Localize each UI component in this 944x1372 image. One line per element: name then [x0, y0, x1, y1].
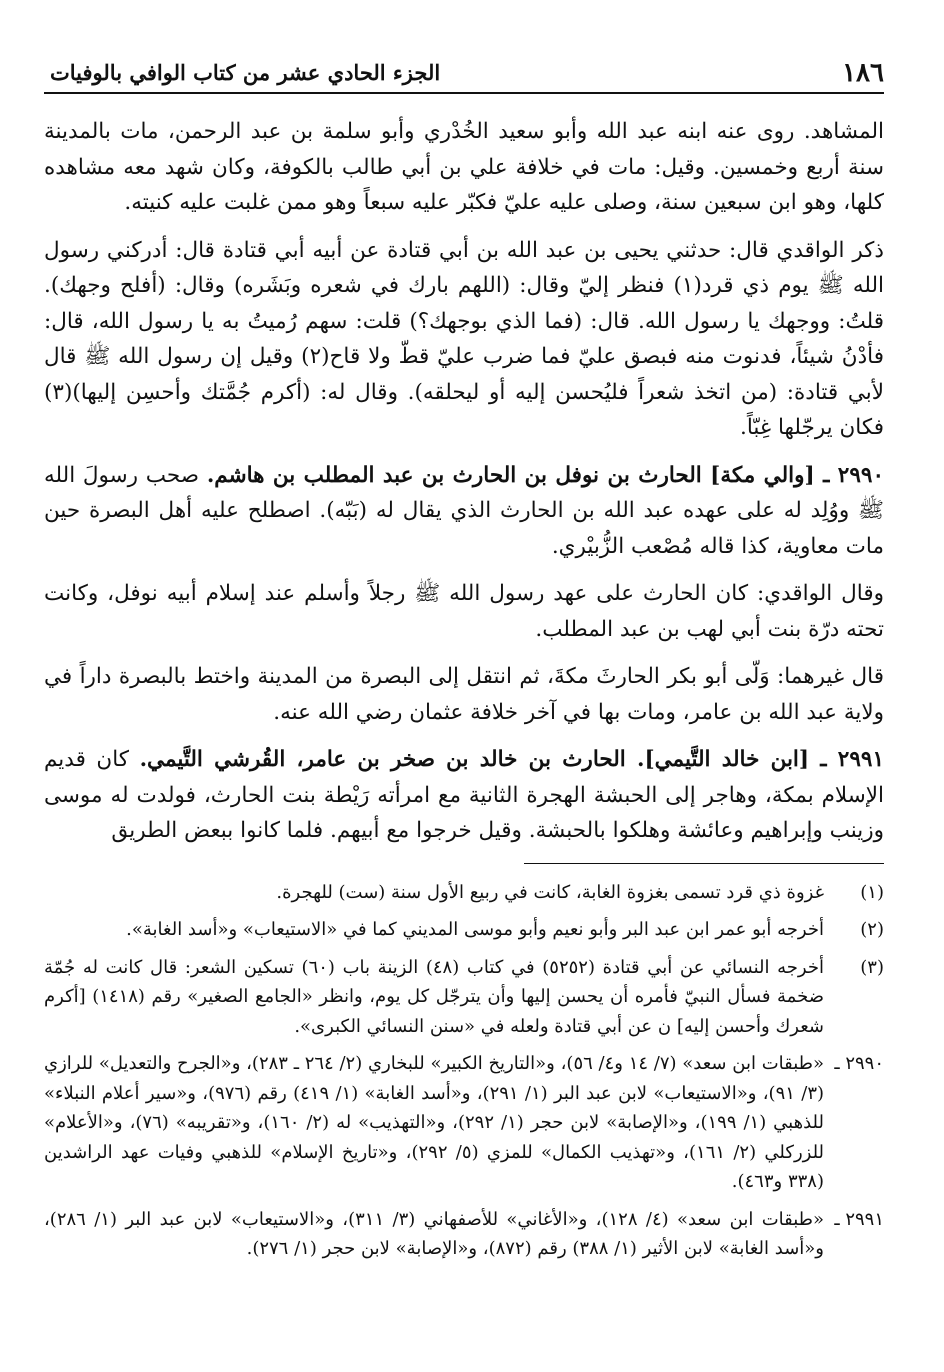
paragraph [44, 233, 884, 446]
entry-heading: ٢٩٩١ ـ [ابن خالد التَّيمي]. الحارث بن خالد بن صخر بن عامر، القُرشي التَّيمي. [139, 747, 884, 772]
footnotes [44, 878, 884, 1264]
footnote-text: «طبقات ابن سعد» (٧/ ١٤ و٤/ ٥٦)، و«التاريخ الكبير» للبخاري (٢/ ٢٦٤ ـ ٢٨٣)، و«الجرح والتعديل» للرازي (٣/ ٩١)، و«الاستيعاب» لابن عبد البر (١/ ٢٩١)، و«أسد الغابة» (١/ ٤١٩) رقم (٩٧٦)، و«سير أعلام النبلاء» للذهبي (١/ ١٩٩)، و«الإصابة» لابن حجر (١/ ٢٩٢)، و«التهذيب» له (٢/ ١٦٠)، و«تقريبه» (٧٦)، و«الأعلام» للزركلي (٢/ ١٦١)، و«تهذيب الكمال» للمزي (٥/ ٢٩٢)، و«تاريخ الإسلام» للذهبي وفيات عهد الراشدين (٣٣٨ و٤٦٣). [44, 1053, 825, 1192]
footnote [44, 1205, 884, 1264]
footnote-text: غزوة ذي قرد تسمى بغزوة الغابة، كانت في ربيع الأول سنة (ست) للهجرة. [276, 881, 824, 903]
paragraph-text: المشاهد. روى عنه ابنه عبد الله وأبو سعيد الخُدْري وأبو سلمة بن عبد الرحمن، مات بالمدينة سنة أربع وخمسين. وقيل: مات في خلافة علي بن أبي طالب بالكوفة، وكان شهد معه مشاهده كلها، وهو ابن سبعين سنة، وصلى عليه عليّ فكبّر عليه سبعاً وهو ممن غلبت عليه كنيته. [44, 119, 884, 215]
footnote-text: أخرجه أبو عمر ابن عبد البر وأبو نعيم وأبو موسى المديني كما في «الاستيعاب» و«أسد الغابة». [126, 919, 824, 940]
paragraph-text: كان قديم الإسلام بمكة، وهاجر إلى الحبشة الهجرة الثانية مع امرأته رَيْطة بنت الحارث، فولدت له موسى وزينب وإبراهيم وعائشة وهلكوا بالحبشة. وقيل خرجوا مع أبيهم. فلما كانوا ببعض الطريق [44, 747, 884, 843]
footnote [44, 1049, 884, 1197]
footnote-text: «طبقات ابن سعد» (٤/ ١٢٨)، و«الأغاني» للأصفهاني (٣/ ٣١١)، و«الاستيعاب» لابن عبد البر (١/ ٢٨٦)، و«أسد الغابة» لابن الأثير (١/ ٣٨٨) رقم (٨٧٢)، و«الإصابة» لابن حجر (١/ ٢٧٦). [44, 1208, 824, 1259]
page-number: ١٨٦ [842, 58, 884, 88]
paragraph-text: صحب رسولَ الله ﷺ ووُلِد له على عهده عبد الله بن الحارث الذي يقال له (بَبّه). اصطلح عليه أهل البصرة حين مات معاوية، كذا قاله مُصْعب الزُّبيْري. [44, 462, 884, 559]
entry-heading: ٢٩٩٠ ـ [والي مكة] الحارث بن نوفل بن الحارث بن عبد المطلب بن هاشم. [206, 462, 884, 488]
running-title: الجزء الحادي عشر من كتاب الوافي بالوفيات [50, 60, 441, 85]
footnote-number: ٢٩٩١ ـ [834, 1208, 884, 1230]
paragraph [44, 576, 884, 647]
page-header [44, 52, 884, 94]
book-page [44, 52, 884, 1272]
footnote-number: (١) [860, 881, 884, 903]
paragraph [44, 114, 884, 221]
paragraph [44, 659, 884, 730]
entry-2991 [44, 742, 884, 849]
footnote-text: أخرجه النسائي عن أبي قتادة (٥٢٥٢) في كتاب (٤٨) الزينة باب (٦٠) تسكين الشعر: قال كانت له جُمّة ضخمة فسأل النبيّ فأمره أن يحسن إليها وأن يترجّل كل يوم، وانظر «الجامع الصغير» رقم (١٤١٨) [أكرم شعرك وأحسن إليه] ن عن أبي قتادة ولعله في «سنن النسائي الكبرى». [44, 956, 824, 1037]
footnote-number: ٢٩٩٠ ـ [834, 1053, 884, 1074]
paragraph-text: وقال الواقدي: كان الحارث على عهد رسول الله ﷺ رجلاً وأسلم عند إسلام أبيه نوفل، وكانت تحته درّة بنت أبي لهب بن عبد المطلب. [44, 581, 884, 642]
main-text [44, 94, 884, 849]
paragraph-text: ذكر الواقدي قال: حدثني يحيى بن عبد الله بن أبي قتادة عن أبيه أبي قتادة قال: أدركني رسول الله ﷺ يوم ذي قرد(١) فنظر إليّ وقال: (اللهم بارك في شعره وبَشَره) وقال: (أفلح وجهك). قلتُ: ووجهك يا رسول الله. قال: (فما الذي بوجهك؟) قلت: سهم رُميتُ به يا رسول الله، قال: فأدْنُ شيئاً، فدنوت منه فبصق عليّ فما ضرب عليّ قطّ ولا قاح(٢) وقيل إن رسول الله ﷺ قال لأبي قتادة: (من اتخذ شعراً فليُحسن إليه أو ليحلقه). وقال له: (أكرم جُمَّتك وأحسِن إليها)(٣) فكان يرجّلها غِبّاً. [44, 237, 884, 440]
footnote-number: (٢) [860, 919, 884, 940]
footnote-divider [524, 863, 884, 864]
footnote [44, 915, 884, 945]
footnote-number: (٣) [860, 956, 884, 978]
footnote [44, 878, 884, 908]
entry-2990 [44, 458, 884, 565]
footnote [44, 953, 884, 1042]
paragraph-text: قال غيرهما: وَلّى أبو بكر الحارثَ مكةَ، ثم انتقل إلى البصرة من المدينة واختط بالبصرة داراً في ولاية عبد الله بن عامر، ومات بها في آخر خلافة عثمان رضي الله عنه. [44, 664, 884, 725]
